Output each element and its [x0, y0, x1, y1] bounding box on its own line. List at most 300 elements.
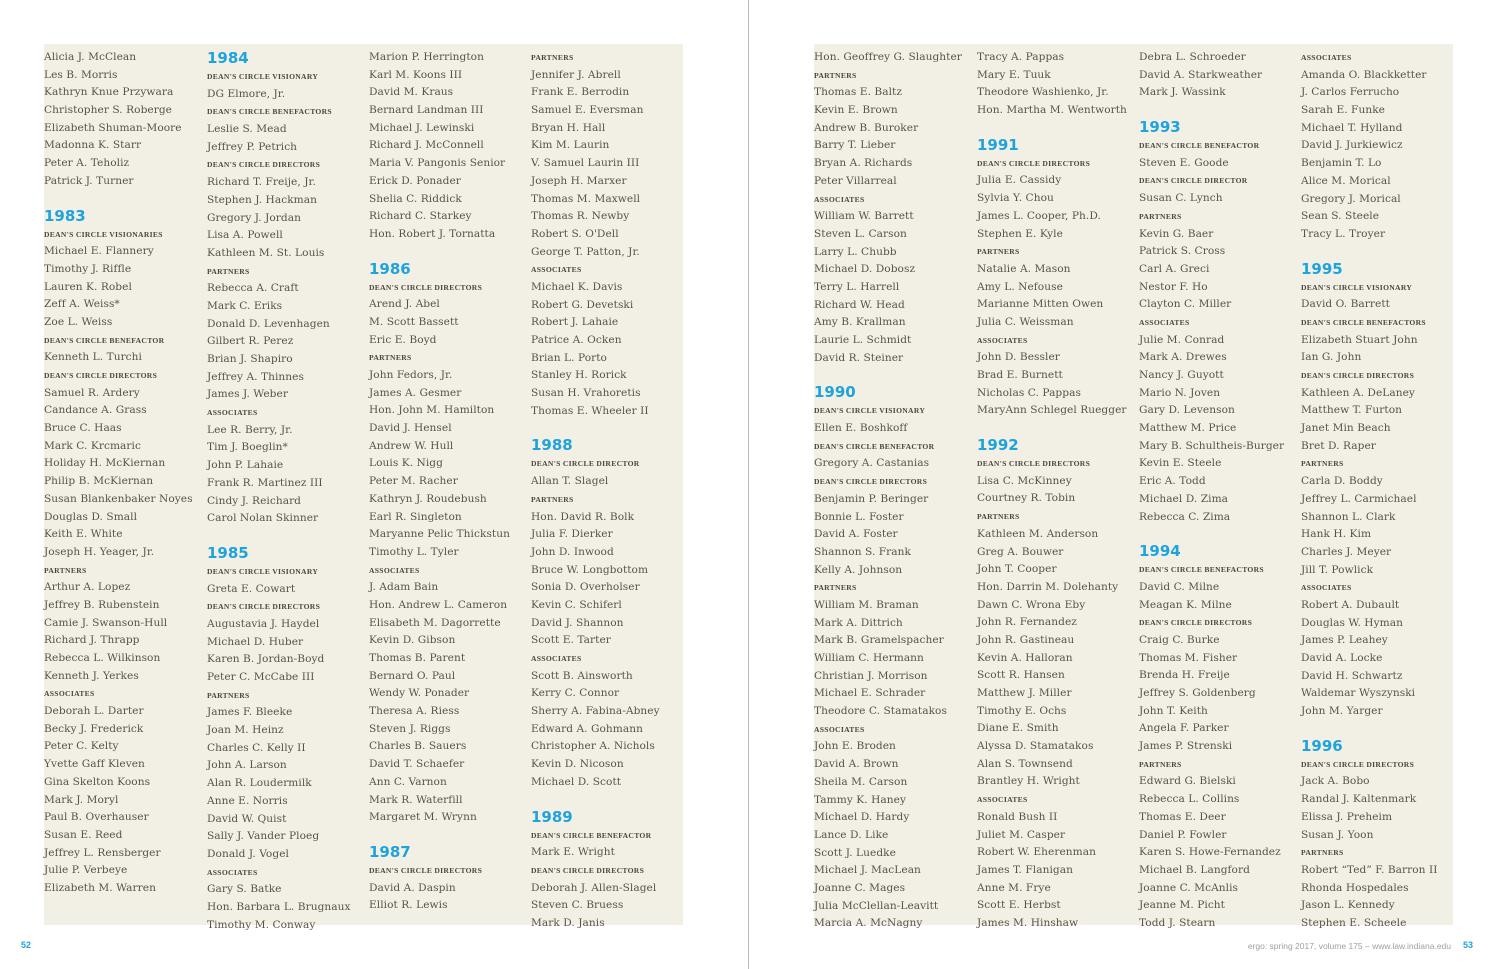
donor-name: Jeffrey B. Rubenstein: [44, 598, 160, 611]
donor-name: Karen S. Howe-Fernandez: [1139, 846, 1281, 859]
donor-name: Elliot R. Lewis: [369, 899, 448, 912]
donor-name: Rebecca L. Wilkinson: [44, 652, 161, 664]
class-year-heading: 1983: [44, 206, 86, 225]
donor-name: Clayton C. Miller: [1139, 298, 1232, 311]
donor-name: Michael J. Lewinski: [369, 121, 475, 134]
donor-name: Michael E. Schrader: [814, 687, 926, 700]
donor-name: Steven C. Bruess: [531, 899, 624, 912]
donor-name: John P. Lahaie: [207, 459, 284, 472]
donor-name: Michael D. Dobosz: [814, 263, 916, 276]
donor-name: Steven J. Riggs: [369, 722, 451, 735]
giving-level-heading: DEAN'S CIRCLE BENEFACTOR: [814, 441, 935, 451]
donor-name: Greta E. Cowart: [207, 582, 296, 595]
donor-name: DG Elmore, Jr.: [207, 87, 286, 100]
donor-name: Richard J. Thrapp: [44, 634, 140, 647]
donor-name: Tammy K. Haney: [814, 793, 906, 806]
donor-name: Patrick J. Turner: [44, 174, 134, 187]
donor-name: David T. Schaefer: [369, 758, 465, 771]
donor-name: Scott B. Ainsworth: [531, 669, 633, 682]
donor-name: Thomas R. Newby: [531, 210, 630, 223]
donor-name: Kathryn Knue Przywara: [44, 86, 174, 99]
donor-name: Donald J. Vogel: [207, 847, 289, 860]
donor-name: Rebecca A. Craft: [207, 282, 299, 295]
donor-name: Julie P. Verbeye: [44, 864, 128, 877]
donor-name: Tim J. Boeglin*: [207, 441, 288, 454]
giving-level-heading: DEAN'S CIRCLE DIRECTORS: [814, 477, 928, 487]
donor-name: David J. Hensel: [369, 422, 452, 435]
donor-name: Maria V. Pangonis Senior: [369, 157, 506, 170]
giving-level-heading: DEAN'S CIRCLE BENEFACTOR: [44, 335, 165, 345]
donor-name: Christopher A. Nichols: [531, 740, 655, 753]
donor-name: Craig C. Burke: [1139, 633, 1220, 646]
donor-name: Brian L. Porto: [531, 351, 607, 364]
donor-name: Rebecca L. Collins: [1139, 793, 1240, 806]
donor-name: Nancy J. Guyott: [1139, 369, 1224, 381]
donor-name: Mark B. Gramelspacher: [814, 634, 944, 647]
donor-name: Peter C. McCabe III: [207, 671, 315, 683]
donor-name: Mark A. Dittrich: [814, 616, 903, 629]
giving-level-heading: PARTNERS: [1301, 459, 1344, 469]
donor-name: Susan E. Reed: [44, 828, 123, 841]
giving-level-heading: DEAN'S CIRCLE DIRECTORS: [369, 865, 483, 875]
giving-level-heading: DEAN'S CIRCLE DIRECTORS: [369, 282, 483, 292]
donor-name: Andrew B. Buroker: [814, 121, 919, 134]
donor-name: Peter M. Racher: [369, 475, 458, 488]
donor-name: Kenneth L. Turchi: [44, 351, 142, 364]
donor-name: James M. Hinshaw: [977, 916, 1079, 929]
donor-name: Julia McClellan-Leavitt: [814, 899, 939, 912]
donor-name: Kim M. Laurin: [531, 139, 610, 152]
donor-name: Thomas E. Baltz: [814, 86, 902, 99]
donor-name: Lauren K. Robel: [44, 280, 132, 293]
donor-name: Bonnie L. Foster: [814, 510, 904, 523]
donor-name: Anne E. Norris: [207, 794, 288, 807]
donor-name: William M. Braman: [814, 598, 919, 611]
donor-name: Amanda O. Blackketter: [1301, 68, 1427, 81]
donor-name: Nicholas C. Pappas: [977, 386, 1081, 399]
page-number-left: 52: [21, 940, 32, 950]
donor-name: Patrice A. Ocken: [531, 334, 622, 346]
donor-name: Stephen E. Kyle: [977, 227, 1063, 240]
donor-name: Kerry C. Connor: [531, 687, 620, 700]
donor-name: Kevin D. Nicoson: [531, 758, 624, 771]
giving-level-heading: DEAN'S CIRCLE DIRECTORS: [1139, 618, 1253, 628]
donor-name: Alan S. Townsend: [977, 757, 1073, 770]
donor-name: Matthew M. Price: [1139, 422, 1237, 435]
donor-name: Edward A. Gohmann: [531, 722, 644, 735]
donor-name: David H. Schwartz: [1301, 669, 1403, 682]
donor-name: Scott E. Herbst: [977, 899, 1061, 912]
donor-name: Douglas D. Small: [44, 510, 138, 523]
donor-name: Gina Skelton Koons: [44, 775, 151, 788]
donor-name: Carla D. Boddy: [1301, 475, 1383, 488]
donor-name: Eric A. Todd: [1139, 475, 1206, 488]
donor-name: Carl A. Greci: [1139, 262, 1210, 275]
donor-name: Amy L. Nefouse: [977, 280, 1063, 293]
donor-name: Jason L. Kennedy: [1301, 899, 1395, 912]
giving-level-heading: PARTNERS: [1301, 848, 1344, 858]
giving-level-heading: DEAN'S CIRCLE BENEFACTOR: [531, 830, 652, 840]
donor-name: Mary E. Tuuk: [977, 68, 1051, 81]
donor-name: Juliet M. Casper: [977, 828, 1066, 841]
donor-name: Richard J. McConnell: [369, 139, 484, 152]
donor-name: Robert A. Dubault: [1301, 598, 1400, 611]
donor-name: Jeffrey S. Goldenberg: [1139, 687, 1256, 699]
donor-name: Elizabeth M. Warren: [44, 881, 156, 894]
donor-name: Cindy J. Reichard: [207, 494, 302, 507]
donor-name: Robert G. Devetski: [531, 298, 634, 311]
donor-column-8: [1301, 49, 1461, 933]
donor-name: Augustavia J. Haydel: [207, 617, 320, 630]
donor-name: Mark C. Krcmaric: [44, 439, 141, 452]
donor-name: Joan M. Heinz: [207, 724, 284, 737]
donor-name: Hon. Barbara L. Brugnaux: [207, 900, 351, 913]
giving-level-heading: DEAN'S CIRCLE DIRECTOR: [531, 459, 640, 469]
giving-level-heading: DEAN'S CIRCLE BENEFACTORS: [207, 107, 332, 117]
class-year-heading: 1986: [369, 259, 411, 278]
giving-level-heading: PARTNERS: [44, 565, 87, 575]
donor-name: Mark A. Drewes: [1139, 351, 1227, 364]
donor-name: Joanne C. Mages: [814, 881, 906, 894]
donor-name: James T. Flanigan: [977, 863, 1073, 876]
giving-level-heading: ASSOCIATES: [207, 408, 258, 418]
donor-name: Donald D. Levenhagen: [207, 317, 330, 330]
class-year-heading: 1988: [531, 436, 573, 455]
donor-name: Hon. David R. Bolk: [531, 510, 635, 523]
donor-name: Peter Villarreal: [814, 174, 897, 187]
giving-level-heading: ASSOCIATES: [814, 194, 865, 204]
donor-name: Benjamin T. Lo: [1301, 157, 1382, 170]
donor-name: Hon. John M. Hamilton: [369, 404, 495, 417]
donor-name: Michael D. Scott: [531, 775, 622, 788]
donor-name: Maryanne Pelic Thickstun: [369, 528, 510, 541]
giving-level-heading: ASSOCIATES: [977, 795, 1028, 805]
donor-name: Gregory J. Morical: [1301, 192, 1401, 205]
donor-name: Anne M. Frye: [977, 881, 1051, 894]
giving-level-heading: DEAN'S CIRCLE BENEFACTORS: [1139, 565, 1264, 575]
giving-level-heading: DEAN'S CIRCLE DIRECTOR: [1139, 176, 1248, 186]
donor-name: Timothy M. Conway: [207, 918, 316, 931]
giving-level-heading: ASSOCIATES: [1139, 317, 1190, 327]
giving-level-heading: PARTNERS: [814, 583, 857, 593]
donor-name: Kathleen A. DeLaney: [1301, 386, 1415, 399]
donor-name: David J. Jurkiewicz: [1301, 139, 1403, 152]
donor-name: Bernard Landman III: [369, 104, 484, 117]
donor-name: John R. Gastineau: [977, 633, 1075, 646]
donor-name: Shannon S. Frank: [814, 545, 911, 558]
giving-level-heading: PARTNERS: [531, 53, 574, 62]
donor-name: Todd J. Stearn: [1139, 916, 1216, 929]
donor-name: David A. Foster: [814, 528, 898, 541]
donor-name: Jeanne M. Picht: [1139, 899, 1225, 912]
donor-name: Karen B. Jordan-Boyd: [207, 653, 325, 666]
donor-name: Alyssa D. Stamatakos: [977, 740, 1094, 753]
donor-name: Benjamin P. Beringer: [814, 492, 929, 505]
donor-name: Julia F. Dierker: [531, 528, 613, 541]
donor-name: Timothy L. Tyler: [369, 545, 459, 558]
donor-name: Rebecca C. Zima: [1139, 510, 1231, 523]
donor-name: Mark C. Eriks: [207, 299, 283, 312]
giving-level-heading: ASSOCIATES: [531, 654, 582, 663]
donor-name: Michael E. Flannery: [44, 245, 154, 258]
donor-name: Camie J. Swanson-Hull: [44, 616, 168, 629]
donor-name: David W. Quist: [207, 812, 287, 825]
giving-level-heading: PARTNERS: [1139, 211, 1182, 221]
donor-name: Waldemar Wyszynski: [1301, 687, 1416, 700]
class-year-heading: 1985: [207, 543, 249, 562]
donor-name: M. Scott Bassett: [369, 315, 459, 328]
donor-name: Michael D. Hardy: [814, 811, 910, 824]
donor-name: Ann C. Varnon: [369, 775, 447, 788]
donor-name: Ian G. John: [1301, 351, 1362, 364]
donor-name: Timothy J. Riffle: [44, 262, 132, 275]
donor-name: George T. Patton, Jr.: [531, 245, 640, 258]
donor-name: Philip B. McKiernan: [44, 475, 154, 488]
donor-name: Carol Nolan Skinner: [207, 512, 319, 525]
donor-name: Wendy W. Ponader: [369, 687, 470, 700]
donor-name: Alan R. Loudermilk: [207, 777, 312, 790]
giving-level-heading: PARTNERS: [369, 353, 412, 363]
donor-name: James J. Weber: [207, 388, 288, 401]
donor-name: Sonia D. Overholser: [531, 581, 640, 594]
donor-name: David A. Starkweather: [1139, 68, 1263, 81]
donor-name: Bernard O. Paul: [369, 669, 456, 682]
donor-name: James P. Strenski: [1139, 740, 1233, 753]
donor-name: Mark R. Waterfill: [369, 793, 463, 806]
donor-name: Allan T. Slagel: [531, 475, 609, 488]
donor-name: Susan C. Lynch: [1139, 192, 1223, 205]
donor-name: Matthew T. Furton: [1301, 404, 1402, 417]
class-year-heading: 1987: [369, 842, 411, 861]
donor-name: Susan Blankenbaker Noyes: [44, 492, 193, 505]
donor-name: Bryan H. Hall: [531, 121, 606, 134]
donor-name: Theodore C. Stamatakos: [814, 705, 947, 718]
donor-name: William C. Hermann: [814, 652, 924, 664]
giving-level-heading: PARTNERS: [531, 494, 574, 504]
donor-name: Michael D. Huber: [207, 635, 304, 648]
donor-name: Bruce W. Longbottom: [531, 563, 649, 576]
donor-name: Randal J. Kaltenmark: [1301, 793, 1417, 806]
donor-name: Gregory A. Castanias: [814, 457, 930, 470]
donor-name: Candance A. Grass: [44, 404, 147, 417]
donor-name: Tracy A. Pappas: [977, 51, 1065, 63]
donor-name: Louis K. Nigg: [369, 457, 443, 470]
donor-name: Michael K. Davis: [531, 280, 623, 293]
donor-name: Scott J. Luedke: [814, 846, 896, 859]
donor-name: Robert “Ted” F. Barron II: [1301, 863, 1438, 876]
donor-name: Larry L. Chubb: [814, 245, 897, 258]
donor-name: Hon. Robert J. Tornatta: [369, 227, 496, 240]
donor-name: David A. Locke: [1301, 652, 1383, 664]
donor-name: Samuel E. Eversman: [531, 104, 644, 117]
donor-name: Deborah J. Allen-Slagel: [531, 881, 657, 894]
donor-name: Jeffrey P. Petrich: [207, 140, 298, 153]
class-year-heading: 1991: [977, 135, 1019, 154]
donor-name: Mark D. Janis: [531, 916, 605, 929]
donor-name: Daniel P. Fowler: [1139, 828, 1227, 841]
donor-name: Kevin C. Schiferl: [531, 598, 622, 611]
giving-level-heading: DEAN'S CIRCLE VISIONARY: [1301, 282, 1413, 292]
donor-name: Brian J. Shapiro: [207, 353, 293, 365]
donor-name: Ellen E. Boshkoff: [814, 422, 908, 435]
donor-name: Barry T. Lieber: [814, 139, 896, 152]
donor-name: Christopher S. Roberge: [44, 104, 172, 117]
donor-name: Tracy L. Troyer: [1301, 227, 1386, 240]
donor-name: Peter C. Kelty: [44, 740, 119, 753]
donor-name: Karl M. Koons III: [369, 68, 463, 81]
donor-name: Greg A. Bouwer: [977, 545, 1064, 558]
donor-name: David R. Steiner: [814, 351, 904, 364]
donor-name: Sheila M. Carson: [814, 775, 908, 788]
donor-name: Michael J. MacLean: [814, 864, 921, 877]
donor-name: Richard W. Head: [814, 298, 905, 311]
donor-name: Frank R. Martinez III: [207, 476, 323, 489]
giving-level-heading: PARTNERS: [977, 512, 1020, 522]
donor-name: John Fedors, Jr.: [369, 369, 453, 381]
donor-column-6: [977, 49, 1137, 933]
donor-name: Arthur A. Lopez: [44, 581, 131, 594]
donor-name: Joseph H. Yeager, Jr.: [44, 545, 155, 558]
donor-name: Marion P. Herrington: [369, 51, 484, 63]
donor-name: Janet Min Beach: [1301, 422, 1391, 435]
donor-name: Joanne C. McAnlis: [1139, 881, 1239, 894]
donor-name: Sean S. Steele: [1301, 210, 1380, 223]
donor-name: Elissa J. Preheim: [1301, 810, 1393, 823]
class-year-heading: 1990: [814, 383, 856, 402]
donor-name: Kathleen M. Anderson: [977, 527, 1099, 540]
donor-name: Rhonda Hospedales: [1301, 881, 1409, 894]
donor-name: Charles J. Meyer: [1301, 545, 1392, 558]
donor-name: Marianne Mitten Owen: [977, 298, 1104, 311]
donor-name: John T. Cooper: [977, 563, 1057, 576]
donor-name: Jennifer J. Abrell: [531, 68, 621, 81]
donor-name: Brantley H. Wright: [977, 775, 1080, 788]
donor-name: Stanley H. Rorick: [531, 369, 627, 382]
class-year-heading: 1993: [1139, 118, 1181, 137]
donor-name: Alice M. Morical: [1301, 174, 1391, 187]
class-year-heading: 1989: [531, 807, 573, 826]
donor-name: J. Carlos Ferrucho: [1301, 86, 1400, 99]
donor-name: MaryAnn Schlegel Ruegger: [977, 404, 1127, 417]
donor-name: Charles B. Sauers: [369, 740, 467, 753]
giving-level-heading: ASSOCIATES: [814, 724, 865, 734]
giving-level-heading: DEAN'S CIRCLE DIRECTORS: [977, 158, 1091, 168]
donor-name: Keith E. White: [44, 528, 123, 541]
donor-name: Michael T. Hylland: [1301, 121, 1403, 134]
donor-name: Debra L. Schroeder: [1139, 51, 1246, 63]
donor-name: Jill T. Powlick: [1301, 563, 1374, 576]
donor-name: Jeffrey A. Thinnes: [207, 370, 304, 383]
donor-name: Yvette Gaff Kleven: [44, 758, 145, 771]
giving-level-heading: DEAN'S CIRCLE VISIONARY: [207, 566, 319, 576]
giving-level-heading: DEAN'S CIRCLE DIRECTORS: [977, 459, 1091, 469]
donor-name: Hon. Geoffrey G. Slaughter: [814, 51, 962, 63]
donor-name: John M. Yarger: [1301, 705, 1383, 718]
donor-name: Lance D. Like: [814, 828, 889, 841]
donor-name: Zeff A. Weiss*: [44, 298, 120, 311]
donor-name: Mark E. Wright: [531, 846, 615, 859]
donor-name: Laurie L. Schmidt: [814, 334, 912, 346]
giving-level-heading: DEAN'S CIRCLE BENEFACTOR: [1139, 141, 1260, 151]
donor-name: Stephen J. Hackman: [207, 193, 317, 206]
donor-name: Dawn C. Wrona Eby: [977, 598, 1086, 611]
donor-name: Richard T. Freije, Jr.: [207, 176, 316, 189]
donor-name: Hank H. Kim: [1301, 528, 1372, 541]
giving-level-heading: PARTNERS: [1139, 759, 1182, 769]
donor-name: Terry L. Harrell: [814, 280, 900, 293]
donor-name: John T. Keith: [1139, 704, 1208, 717]
donor-name: Michael B. Langford: [1139, 863, 1250, 876]
donor-name: Michael D. Zima: [1139, 492, 1229, 505]
donor-name: Amy B. Krallman: [814, 316, 906, 329]
giving-level-heading: PARTNERS: [207, 690, 250, 700]
donor-name: Matthew J. Miller: [977, 687, 1072, 699]
donor-name: John D. Bessler: [977, 351, 1060, 364]
donor-name: John R. Fernandez: [977, 616, 1077, 629]
donor-name: Lisa A. Powell: [207, 229, 283, 242]
giving-level-heading: DEAN'S CIRCLE DIRECTORS: [1301, 759, 1415, 769]
donor-name: Madonna K. Starr: [44, 139, 142, 152]
donor-name: Christian J. Morrison: [814, 669, 928, 682]
donor-name: Susan J. Yoon: [1301, 828, 1374, 841]
page-number-right: 53: [1463, 940, 1474, 950]
class-year-heading: 1995: [1301, 259, 1343, 278]
donor-name: Gary D. Levenson: [1139, 404, 1235, 417]
donor-name: John A. Larson: [207, 759, 287, 772]
donor-name: Elisabeth M. Dagorrette: [369, 616, 501, 629]
donor-name: David J. Shannon: [531, 616, 624, 629]
donor-name: Zoe L. Weiss: [44, 315, 113, 328]
donor-name: Thomas E. Wheeler II: [531, 404, 649, 417]
donor-name: Alicia J. McClean: [44, 51, 137, 63]
donor-name: James A. Gesmer: [369, 386, 462, 399]
donor-name: Theodore Washienko, Jr.: [977, 86, 1109, 99]
donor-name: Scott E. Tarter: [531, 634, 611, 647]
donor-name: Mark J. Wassink: [1139, 86, 1226, 99]
donor-name: John D. Inwood: [531, 545, 614, 558]
page-spine: [748, 0, 749, 969]
giving-level-heading: DEAN'S CIRCLE VISIONARY: [814, 406, 926, 416]
donor-column-5: [814, 49, 974, 933]
donor-name: Lisa C. McKinney: [977, 474, 1072, 487]
donor-name: Steven L. Carson: [814, 227, 907, 240]
donor-name: Shelia C. Riddick: [369, 192, 462, 205]
donor-name: Jack A. Bobo: [1301, 775, 1370, 788]
donor-name: Erick D. Ponader: [369, 174, 461, 187]
donor-name: Kevin E. Steele: [1139, 457, 1222, 470]
donor-name: William W. Barrett: [814, 210, 914, 223]
donor-name: David M. Kraus: [369, 86, 454, 99]
donor-name: Bruce C. Haas: [44, 422, 122, 435]
donor-name: Jeffrey L. Rensberger: [44, 846, 161, 859]
donor-name: Robert S. O'Dell: [531, 227, 619, 240]
donor-name: James F. Bleeke: [207, 706, 293, 719]
donor-name: Lee R. Berry, Jr.: [207, 423, 293, 436]
donor-name: David A. Brown: [814, 758, 899, 771]
giving-level-heading: ASSOCIATES: [44, 689, 95, 699]
giving-level-heading: PARTNERS: [207, 266, 250, 276]
donor-name: Meagan K. Milne: [1139, 598, 1232, 611]
donor-name: Timothy E. Ochs: [977, 704, 1067, 717]
donor-name: Shannon L. Clark: [1301, 510, 1396, 523]
donor-name: Patrick S. Cross: [1139, 245, 1226, 258]
donor-name: Peter A. Teholiz: [44, 157, 130, 170]
donor-name: David O. Barrett: [1301, 298, 1390, 311]
class-year-heading: 1992: [977, 436, 1019, 455]
donor-name: J. Adam Bain: [369, 581, 439, 594]
donor-name: Julia C. Weissman: [977, 315, 1074, 328]
donor-name: Deborah L. Darter: [44, 705, 144, 718]
